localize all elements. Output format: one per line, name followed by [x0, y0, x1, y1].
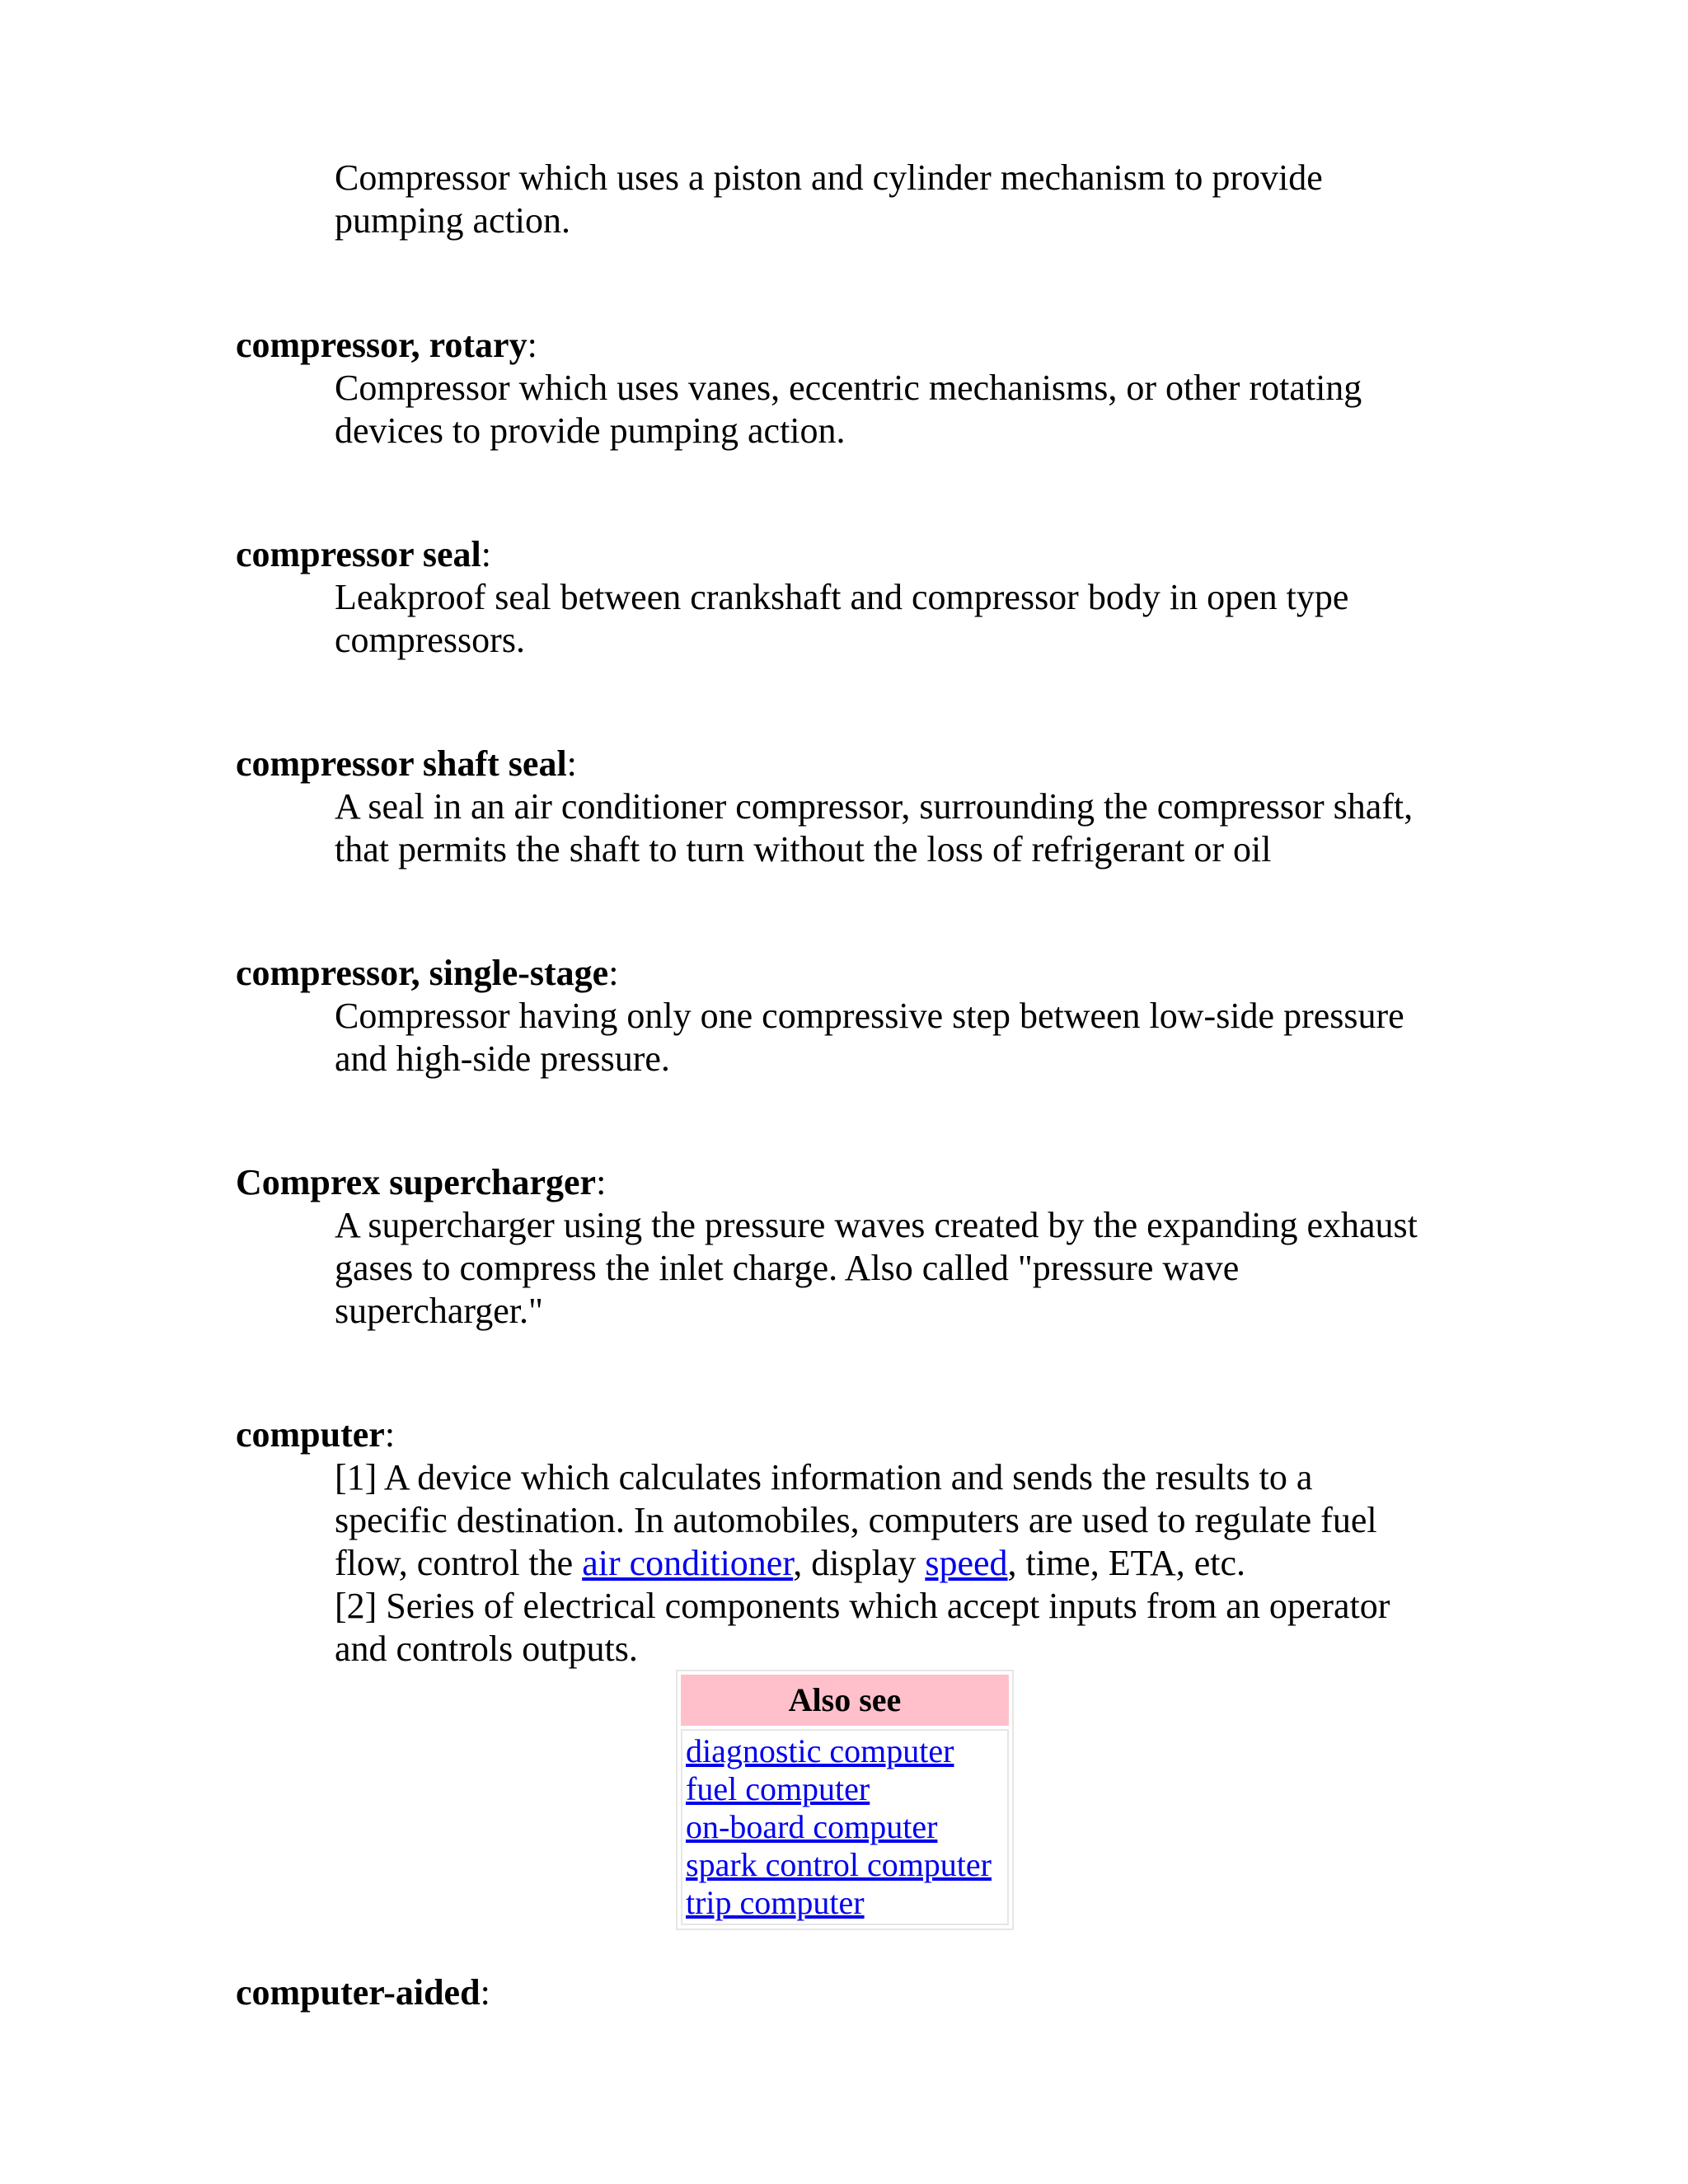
term-colon: :	[608, 953, 619, 993]
definition-line: [2] Series of electrical components which accept inputs from an operator	[335, 1586, 1390, 1626]
definition-line: [1] A device which calculates information and sends the results to a	[335, 1457, 1313, 1497]
definition-line: Compressor having only one compressive step between low-side pressure	[335, 996, 1404, 1036]
definition-text: flow, control the	[335, 1543, 583, 1583]
term-label: computer	[236, 1414, 385, 1455]
also-see-table	[676, 1670, 1014, 1930]
definition-line: and high-side pressure.	[335, 1038, 670, 1079]
term-label: compressor seal	[236, 534, 481, 574]
definition-line: and controls outputs.	[335, 1629, 638, 1669]
definition-compressor-piston	[335, 157, 1464, 242]
term-label: compressor shaft seal	[236, 743, 567, 784]
definition-line: compressors.	[335, 620, 525, 660]
definition-line: Compressor which uses vanes, eccentric mechanisms, or other rotating	[335, 368, 1362, 408]
link-on-board-computer[interactable]: on-board computer	[686, 1808, 938, 1845]
term-colon: :	[384, 1414, 396, 1455]
definition-line: Compressor which uses a piston and cylinder mechanism to provide	[335, 157, 1323, 198]
term-label: compressor, single-stage	[236, 953, 609, 993]
definition-text: , display	[793, 1543, 926, 1583]
term-colon: :	[527, 325, 537, 365]
definition-compressor-seal	[335, 576, 1464, 662]
definition-line: pumping action.	[335, 200, 570, 241]
term-compressor-single-stage	[236, 952, 618, 995]
definition-line: that permits the shaft to turn without the loss of refrigerant or oil	[335, 829, 1272, 869]
definition-line: gases to compress the inlet charge. Also called "pressure wave	[335, 1248, 1240, 1288]
term-comprex-supercharger	[236, 1161, 606, 1204]
definition-line: specific destination. In automobiles, computers are used to regulate fuel	[335, 1500, 1377, 1540]
term-compressor-shaft-seal	[236, 743, 577, 785]
link-speed[interactable]: speed	[925, 1543, 1008, 1583]
term-computer	[236, 1413, 395, 1456]
term-computer-aided	[236, 1971, 490, 2014]
definition-line	[335, 1542, 1464, 1585]
definition-line: supercharger."	[335, 1291, 543, 1331]
definition-compressor-shaft-seal	[335, 785, 1464, 871]
link-fuel-computer[interactable]: fuel computer	[686, 1770, 870, 1807]
definition-line: Leakproof seal between crankshaft and compressor body in open type	[335, 577, 1349, 617]
term-colon: :	[481, 534, 492, 574]
definition-computer	[335, 1456, 1464, 1671]
link-diagnostic-computer[interactable]: diagnostic computer	[686, 1732, 954, 1769]
term-label: computer-aided	[236, 1972, 481, 2013]
definition-line: A supercharger using the pressure waves created by the expanding exhaust	[335, 1205, 1418, 1245]
link-air-conditioner[interactable]: air conditioner	[582, 1543, 794, 1583]
term-colon: :	[566, 743, 577, 784]
term-colon: :	[596, 1162, 607, 1202]
term-compressor-rotary	[236, 324, 537, 367]
definition-compressor-rotary	[335, 367, 1464, 452]
definition-comprex-supercharger	[335, 1204, 1464, 1333]
definition-line: A seal in an air conditioner compressor, surrounding the compressor shaft,	[335, 786, 1414, 827]
link-trip-computer[interactable]: trip computer	[686, 1884, 865, 1921]
definition-line: devices to provide pumping action.	[335, 410, 846, 451]
also-see-header: Also see	[681, 1675, 1009, 1726]
also-see-links	[681, 1729, 1009, 1925]
term-label: compressor, rotary	[236, 325, 528, 365]
term-label: Comprex supercharger	[236, 1162, 597, 1202]
term-colon: :	[480, 1972, 490, 2013]
term-compressor-seal	[236, 533, 491, 576]
definition-text: , time, ETA, etc.	[1007, 1543, 1246, 1583]
link-spark-control-computer[interactable]: spark control computer	[686, 1846, 992, 1883]
definition-compressor-single-stage	[335, 995, 1464, 1080]
